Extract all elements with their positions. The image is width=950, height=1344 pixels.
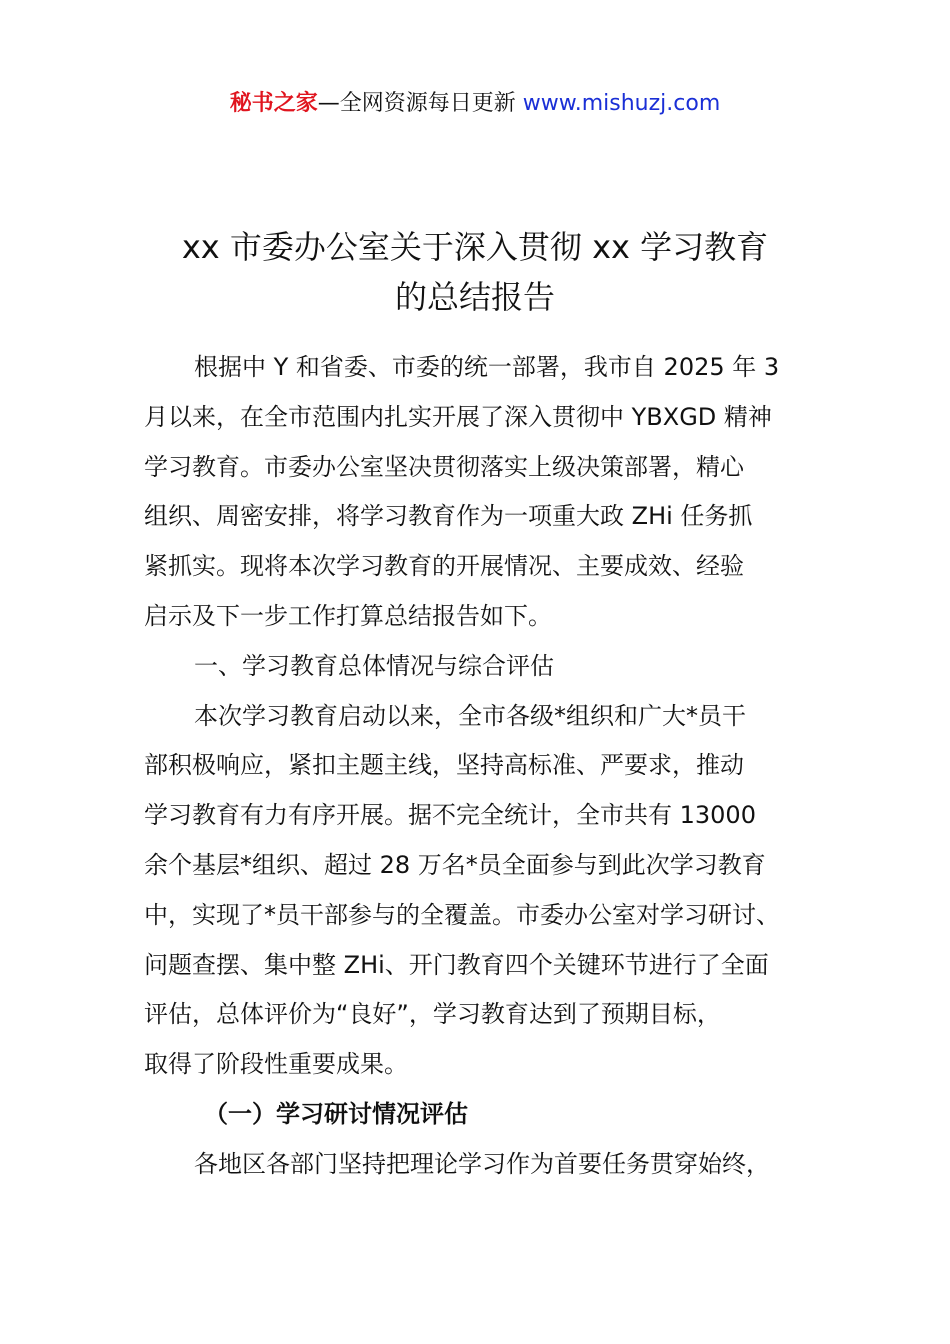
paragraph-line: 月以来，在全市范围内扎实开展了深入贯彻中 YBXGD 精神 [144, 402, 772, 431]
paragraph-line: 评估，总体评价为“良好”，学习教育达到了预期目标， [144, 1000, 721, 1029]
document-body [144, 343, 824, 1190]
paragraph-line: 启示及下一步工作打算总结报告如下。 [144, 601, 552, 630]
paragraph-line: 余个基层*组织、超过 28 万名*员全面参与到此次学习教育 [144, 850, 766, 879]
paragraph-line: 学习教育。市委办公室坚决贯彻落实上级决策部署，精心 [144, 452, 744, 481]
site-brand: 秘书之家 [229, 91, 318, 116]
paragraph-line: 学习教育有力有序开展。据不完全统计，全市共有 13000 [144, 801, 756, 830]
paragraph-line: 组织、周密安排，将学习教育作为一项重大政 ZHi 任务抓 [144, 502, 753, 531]
paragraph-line: 本次学习教育启动以来，全市各级*组织和广大*员干 [194, 701, 746, 730]
paragraph-line: 问题查摆、集中整 ZHi、开门教育四个关键环节进行了全面 [144, 950, 769, 979]
section-heading: 一、学习教育总体情况与综合评估 [194, 651, 554, 680]
site-tagline: —全网资源每日更新 [317, 91, 523, 116]
paragraph-line: 取得了阶段性重要成果。 [144, 1050, 408, 1079]
document-title [100, 222, 850, 322]
document-title-line-1: xx 市委办公室关于深入贯彻 xx 学习教育 [181, 228, 769, 266]
paragraph-line: 各地区各部门坚持把理论学习作为首要任务贯穿始终， [194, 1149, 770, 1178]
site-header [0, 88, 950, 120]
subsection-heading: （一）学习研讨情况评估 [204, 1099, 468, 1128]
paragraph-line: 根据中 Y 和省委、市委的统一部署，我市自 2025 年 3 [194, 353, 780, 381]
paragraph-line: 部积极响应，紧扣主题主线，坚持高标准、严要求，推动 [144, 751, 744, 780]
document-title-line-2: 的总结报告 [394, 278, 555, 316]
paragraph-line: 紧抓实。现将本次学习教育的开展情况、主要成效、经验 [144, 552, 744, 581]
paragraph-line: 中，实现了*员干部参与的全覆盖。市委办公室对学习研讨、 [144, 900, 780, 929]
site-url-link[interactable]: www.mishuzj.com [522, 91, 721, 116]
